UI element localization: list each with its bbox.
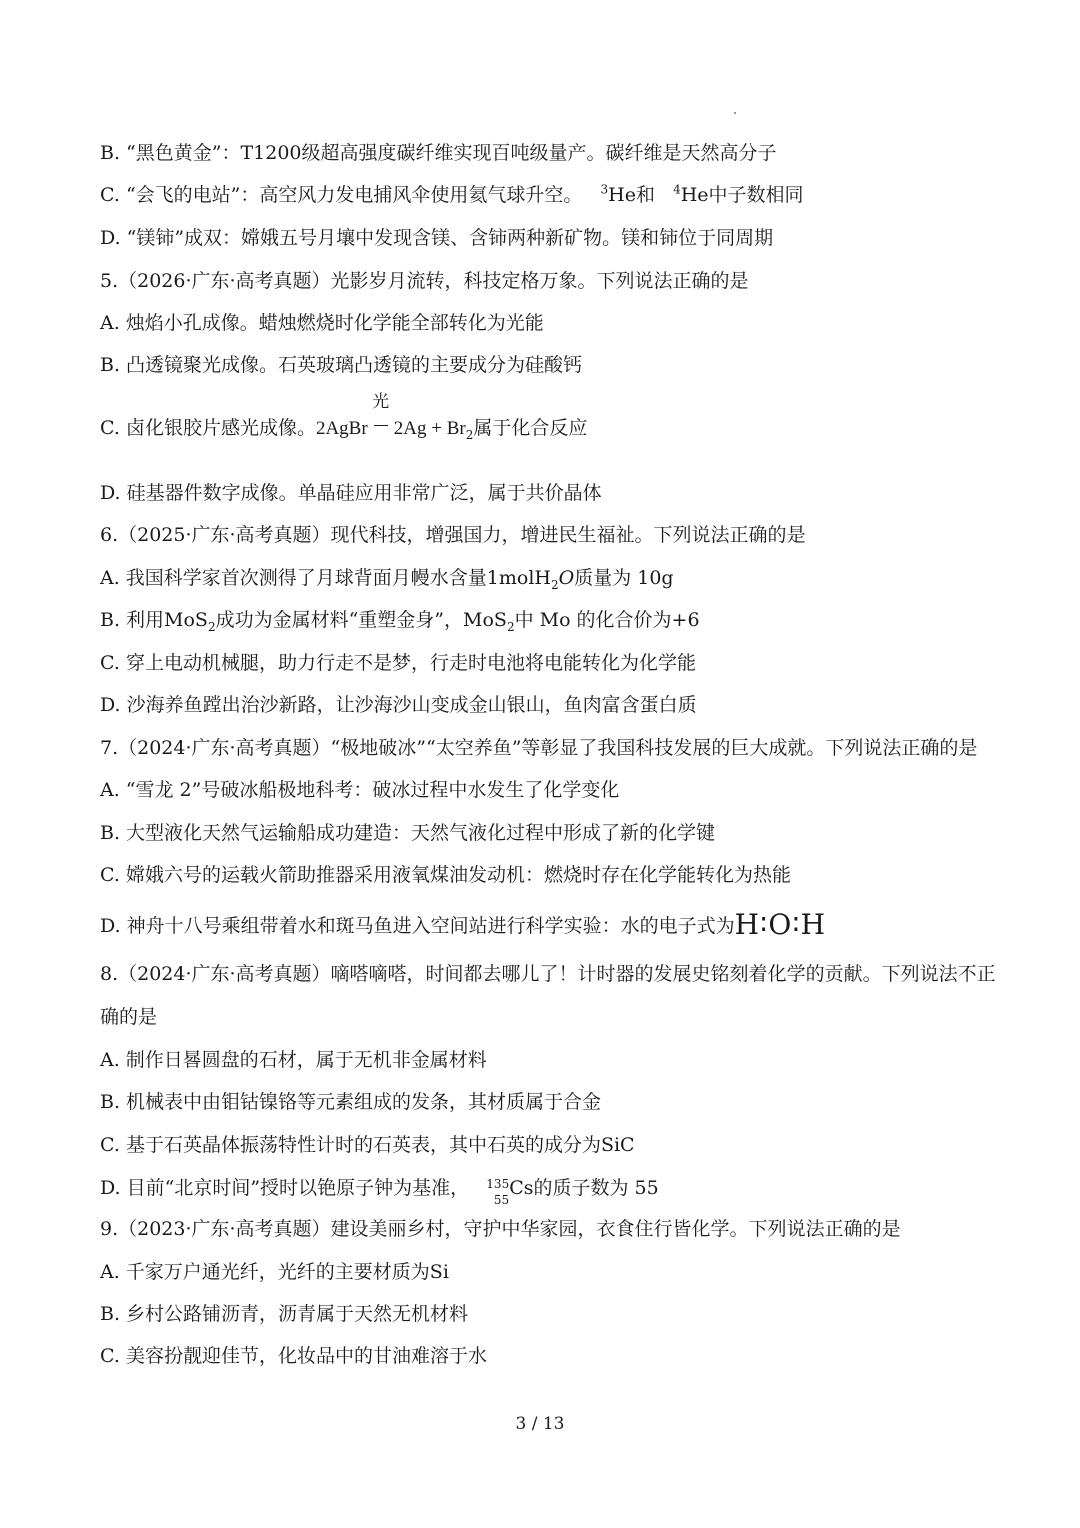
option-6a: A. 我国科学家首次测得了月球背面月幔水含量1molH$_2$O质量为 10g (100, 567, 674, 592)
option-6c: C. 穿上电动机械腿，助力行走不是梦，行走时电池将电能转化为化学能 (100, 652, 696, 674)
option-6b: B. 利用MoS$_2$成功为金属材料“重塑金身”，MoS$_2$中 Mo 的化合价为+6 (100, 609, 700, 634)
question-9: 9.（2023·广东·高考真题）建设美丽乡村，守护中华家园，衣食住行皆化学。下列说法正确的是 (100, 1218, 901, 1240)
lewis-structure-water: H∶O∶H (734, 908, 827, 941)
option-6d: D. 沙海养鱼蹚出治沙新路，让沙海沙山变成金山银山，鱼肉富含蛋白质 (100, 694, 697, 716)
option-5b: B. 凸透镜聚光成像。石英玻璃凸透镜的主要成分为硅酸钙 (100, 354, 583, 376)
option-9a: A. 千家万户通光纤，光纤的主要材质为Si (100, 1261, 449, 1283)
option-9b: B. 乡村公路铺沥青，沥青属于天然无机材料 (100, 1303, 469, 1325)
scan-speck (734, 112, 736, 114)
question-7: 7.（2024·广东·高考真题）“极地破冰”“太空养鱼”等彰显了我国科技发展的巨大成就。下列说法正确的是 (100, 737, 978, 759)
question-8-cont: 确的是 (100, 1006, 158, 1028)
option-4d: D. “镁铈”成双：嫦娥五号月壤中发现含镁、含铈两种新矿物。镁和铈位于同周期 (100, 227, 774, 249)
isotope-notation: 135 55 (486, 1177, 510, 1207)
option-8b: B. 机械表中由钼钴镍铬等元素组成的发条，其材质属于合金 (100, 1091, 602, 1113)
option-8a: A. 制作日晷圆盘的石材，属于无机非金属材料 (100, 1049, 487, 1071)
question-8: 8.（2024·广东·高考真题）嘀嗒嘀嗒，时间都去哪儿了！计时器的发展史铭刻着化学的贡献。下列说法不正 (100, 963, 996, 985)
option-5d: D. 硅基器件数字成像。单晶硅应用非常广泛，属于共价晶体 (100, 482, 602, 504)
option-4b: B. “黑色黄金”：T1200级超高强度碳纤维实现百吨级量产。碳纤维是天然高分子 (100, 142, 777, 164)
option-7d: D. 神舟十八号乘组带着水和斑马鱼进入空间站进行科学实验：水的电子式为H∶O∶H (100, 908, 827, 941)
option-8c: C. 基于石英晶体振荡特性计时的石英表，其中石英的成分为SiC (100, 1134, 635, 1156)
option-5a: A. 烛焰小孔成像。蜡烛燃烧时化学能全部转化为光能 (100, 312, 544, 334)
option-7a: A. “雪龙 2”号破冰船极地科考：破冰过程中水发生了化学变化 (100, 779, 620, 801)
option-5c: C. 卤化银胶片感光成像。2AgBr 光 $2Ag + Br_2$属于化合反应 (100, 392, 588, 442)
option-8d: D. 目前“北京时间”授时以铯原子钟为基准， 135 55 Cs的质子数为 55 (100, 1177, 659, 1207)
reaction-condition: 光 (374, 415, 388, 441)
option-7b: B. 大型液化天然气运输船成功建造：天然气液化过程中形成了新的化学键 (100, 822, 716, 844)
option-9c: C. 美容扮靓迎佳节，化妆品中的甘油难溶于水 (100, 1345, 487, 1367)
option-4c: C. “会飞的电站”：高空风力发电捕风伞使用氦气球升空。 $^3$He和 $^4$He中子数相同 (100, 182, 804, 206)
question-6: 6.（2025·广东·高考真题）现代科技，增强国力，增进民生福祉。下列说法正确的是 (100, 524, 806, 546)
question-5: 5.（2026·广东·高考真题）光影岁月流转，科技定格万象。下列说法正确的是 (100, 270, 749, 292)
option-7c: C. 嫦娥六号的运载火箭助推器采用液氧煤油发动机：燃烧时存在化学能转化为热能 (100, 864, 791, 886)
page-number: 3 / 13 (515, 1414, 565, 1434)
